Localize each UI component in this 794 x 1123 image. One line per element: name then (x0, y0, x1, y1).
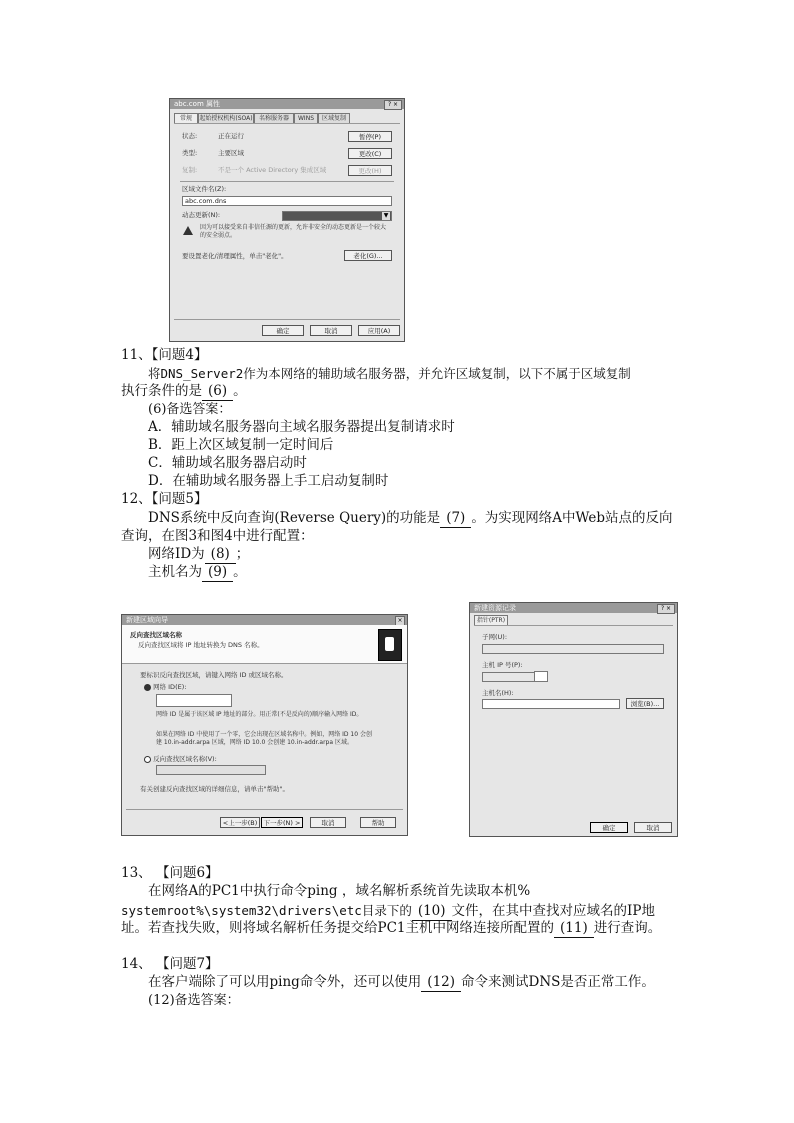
q11-heading: 11、【问题4】 (121, 347, 208, 363)
change-replication-button[interactable]: 更改(H) (348, 165, 392, 176)
q11-line2: 执行条件的是 (6) 。 (121, 383, 247, 399)
host-ip-octet-input[interactable] (534, 671, 548, 682)
q11-option-d: D．在辅助域名服务器上手工启动复制时 (148, 473, 389, 489)
q13-heading: 13、 【问题6】 (121, 865, 219, 881)
q13-line3: 址。若查找失败，则将域名解析任务提交给PC1主机中网络连接所配置的 (11) 进行查询。 (121, 920, 662, 936)
q11-option-b: B．距上次区域复制一定时间后 (148, 437, 334, 453)
wizard-instruction: 要标识反向查找区域，请键入网络 ID 或区域名称。 (140, 671, 288, 679)
replication-value: 不是一个 Active Directory 集成区域 (218, 166, 327, 174)
record-dialog-title: 新建资源记录 (470, 603, 677, 613)
q11-options-label: (6)备选答案： (148, 402, 232, 417)
new-zone-wizard-dialog (121, 614, 408, 836)
q14-heading: 14、 【问题7】 (121, 956, 219, 972)
apply-button[interactable]: 应用(A) (358, 325, 400, 336)
subnet-input[interactable] (482, 644, 664, 654)
wizard-heading: 反向查找区域名称 (130, 631, 182, 639)
zone-file-label: 区域文件名(Z): (182, 185, 227, 193)
aging-button[interactable]: 老化(G)... (344, 250, 392, 261)
record-cancel-button[interactable]: 取消 (634, 822, 672, 833)
tab-soa[interactable]: 起始授权机构(SOA) (199, 115, 253, 122)
blank-11: (11) (554, 920, 594, 938)
help-button[interactable]: 帮助 (360, 817, 396, 828)
status-label: 状态: (182, 132, 198, 140)
q14-options-label: (12)备选答案： (148, 993, 240, 1008)
wizard-subheading: 反向查找区域将 IP 地址转换为 DNS 名称。 (138, 641, 264, 649)
dialog-title: abc.com 属性 (170, 99, 404, 109)
blank-6: (6) (202, 383, 233, 401)
zone-file-input[interactable]: abc.com.dns (182, 196, 392, 206)
aging-text: 要设置老化/清理属性，单击"老化"。 (182, 252, 288, 260)
q12-heading: 12、【问题5】 (121, 491, 208, 507)
chevron-down-icon: ▼ (383, 212, 389, 219)
q12-line4: 主机名为 (9) 。 (148, 564, 247, 580)
host-name-label: 主机名(H): (482, 689, 514, 697)
tab-name-servers[interactable]: 名称服务器 (254, 113, 294, 123)
status-value: 正在运行 (218, 132, 244, 140)
reverse-zone-input[interactable] (156, 765, 266, 775)
help-close-icon[interactable]: ? × (384, 100, 402, 110)
blank-9: (9) (202, 564, 233, 582)
dynamic-update-select[interactable] (282, 211, 392, 221)
tab-wins[interactable]: WINS (294, 113, 318, 123)
network-id-example: 如果在网络 ID 中使用了一个零，它会出现在区域名称中。例如，网络 ID 10 会创建 10.in-addr.arpa 区域，网络 ID 10.0 会创建 10.in-addr.arpa 区域。 (156, 731, 372, 746)
subnet-label: 子网(U): (482, 633, 508, 641)
replication-label: 复制: (182, 166, 198, 174)
network-id-input[interactable] (156, 694, 232, 707)
host-ip-label: 主机 IP 号(P): (482, 661, 523, 669)
blank-12: (12) (421, 974, 461, 992)
browse-button[interactable]: 浏览(B)... (626, 698, 664, 709)
q11-line1: 将DNS_Server2作为本网络的辅助域名服务器，并允许区域复制，以下不属于区域复制 (148, 366, 631, 381)
type-label: 类型: (182, 149, 198, 157)
reverse-zone-radio[interactable]: 反向查找区域名称(V): (144, 755, 217, 764)
host-name-input[interactable] (482, 699, 620, 709)
new-resource-record-dialog (469, 602, 678, 837)
wizard-cancel-button[interactable]: 取消 (310, 817, 346, 828)
q11-option-c: C．辅助域名服务器启动时 (148, 455, 307, 471)
zone-properties-dialog (169, 98, 405, 342)
network-id-radio[interactable]: 网络 ID(E): (144, 683, 186, 692)
q12-line2: 查询，在图3和图4中进行配置： (121, 528, 314, 544)
blank-10: (10) (412, 903, 452, 921)
wizard-book-icon (378, 629, 402, 661)
blank-8: (8) (205, 546, 236, 564)
record-ok-button[interactable]: 确定 (590, 822, 628, 833)
close-icon[interactable]: × (395, 616, 405, 626)
blank-7: (7) (440, 510, 471, 528)
warning-text: 因为可以接受来自非信任源的更新，允许非安全的动态更新是一个较大的安全弱点。 (200, 224, 387, 239)
dynamic-update-label: 动态更新(N): (182, 211, 221, 219)
tab-zone-transfers[interactable]: 区域复制 (318, 113, 350, 123)
back-button[interactable]: <上一步(B) (220, 817, 260, 828)
type-value: 主要区域 (218, 149, 244, 157)
wizard-title: 新建区域向导 (122, 615, 407, 625)
cancel-button[interactable]: 取消 (310, 325, 352, 336)
tab-ptr[interactable]: 指针(PTR) (474, 615, 508, 625)
ok-button[interactable]: 确定 (262, 325, 304, 336)
pause-button[interactable]: 暂停(P) (348, 131, 392, 142)
q14-line1: 在客户端除了可以用ping命令外，还可以使用 (12) 命令来测试DNS是否正常工作。 (148, 974, 655, 990)
q13-line2: systemroot%\system32\drivers\etc目录下的 (10) 文件，在其中查找对应域名的IP地 (121, 903, 655, 919)
q13-line1: 在网络A的PC1中执行命令ping ，域名解析系统首先读取本机% (148, 883, 531, 899)
q12-line1: DNS系统中反向查询(Reverse Query)的功能是 (7) 。为实现网络A中Web站点的反向 (148, 510, 673, 526)
wizard-footer: 有关创建反向查找区域的详细信息，请单击"帮助"。 (140, 785, 289, 793)
warning-icon (183, 226, 193, 235)
change-type-button[interactable]: 更改(C) (348, 148, 392, 159)
tab-general[interactable]: 常规 (174, 113, 198, 123)
q11-option-a: A．辅助域名服务器向主域名服务器提出复制请求时 (148, 419, 455, 435)
next-button[interactable]: 下一步(N) > (261, 817, 303, 828)
network-id-note: 网络 ID 是属于该区域 IP 地址的部分。用正常(不是反向的)顺序输入网络 ID。 (156, 711, 363, 718)
help-close-icon[interactable]: ? × (657, 604, 675, 614)
q12-line3: 网络ID为 (8) ； (148, 546, 250, 562)
